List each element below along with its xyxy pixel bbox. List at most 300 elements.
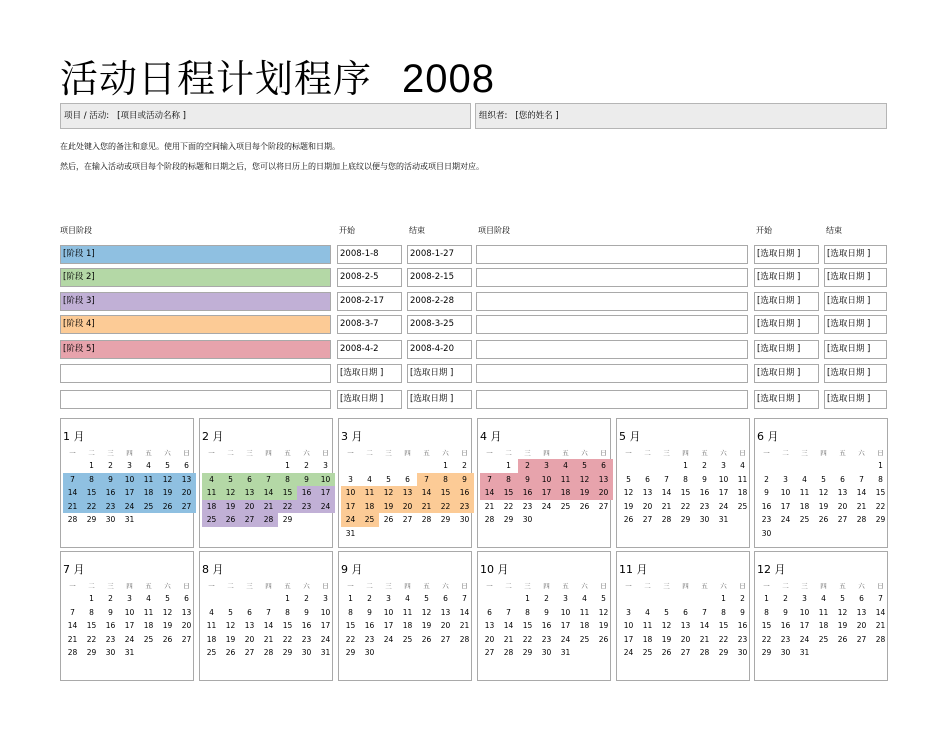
phase-end-field[interactable]: 2008-2-15	[407, 268, 472, 287]
calendar-day[interactable]: 11	[143, 607, 154, 617]
calendar-day[interactable]: 13	[484, 621, 495, 630]
phase-end-field[interactable]: [选取日期 ]	[824, 292, 887, 311]
calendar-day[interactable]: 10	[623, 621, 634, 630]
calendar-day[interactable]: 8	[683, 474, 688, 484]
calendar-day[interactable]: 20	[240, 500, 259, 514]
calendar-day[interactable]: 25	[818, 634, 829, 644]
calendar-day[interactable]: 4	[556, 459, 575, 473]
phase-end-field[interactable]: [选取日期 ]	[824, 364, 887, 383]
calendar-day[interactable]: 22	[503, 501, 514, 511]
calendar-day[interactable]: 15	[680, 488, 691, 497]
calendar-day[interactable]: 4	[367, 474, 372, 484]
calendar-day[interactable]: 24	[316, 500, 335, 514]
calendar-day[interactable]: 22	[522, 634, 533, 644]
calendar-day[interactable]: 28	[421, 515, 432, 524]
phase-end-field[interactable]: 2008-2-28	[407, 292, 472, 311]
calendar-day[interactable]: 10	[120, 473, 139, 487]
calendar-day[interactable]: 1	[89, 594, 94, 603]
calendar-day[interactable]: 11	[642, 621, 653, 630]
calendar-day[interactable]: 29	[522, 648, 533, 657]
calendar-day[interactable]: 14	[661, 488, 672, 497]
calendar-day[interactable]: 22	[875, 501, 886, 511]
calendar-day[interactable]: 29	[86, 515, 97, 524]
calendar-day[interactable]: 15	[345, 621, 356, 630]
calendar-day[interactable]: 30	[737, 648, 748, 657]
calendar-day[interactable]: 18	[579, 621, 590, 630]
calendar-day[interactable]: 17	[124, 621, 135, 630]
calendar-day[interactable]: 3	[802, 594, 807, 603]
calendar-day[interactable]: 12	[623, 488, 634, 497]
calendar-day[interactable]: 11	[737, 474, 748, 484]
calendar-day[interactable]: 15	[761, 621, 772, 630]
calendar-day[interactable]: 12	[225, 621, 236, 630]
calendar-day[interactable]: 1	[764, 594, 769, 603]
calendar-day[interactable]: 7	[462, 594, 467, 603]
calendar-day[interactable]: 23	[541, 634, 552, 644]
calendar-day[interactable]: 26	[158, 500, 177, 514]
calendar-day[interactable]: 6	[184, 461, 189, 470]
calendar-day[interactable]: 3	[348, 474, 353, 484]
phase-name-field[interactable]: [阶段 2]	[60, 268, 331, 287]
calendar-day[interactable]: 25	[139, 500, 158, 514]
calendar-day[interactable]: 8	[525, 607, 530, 617]
calendar-day[interactable]: 12	[158, 473, 177, 487]
calendar-day[interactable]: 12	[818, 488, 829, 497]
calendar-day[interactable]: 17	[316, 486, 335, 500]
phase-name-field[interactable]	[476, 315, 748, 334]
calendar-day[interactable]: 7	[664, 474, 669, 484]
calendar-day[interactable]: 2	[367, 594, 372, 603]
calendar-day[interactable]: 20	[837, 501, 848, 511]
calendar-day[interactable]: 12	[837, 607, 848, 617]
calendar-day[interactable]: 28	[263, 648, 274, 657]
calendar-day[interactable]: 16	[541, 621, 552, 630]
calendar-day[interactable]: 26	[162, 634, 173, 644]
calendar-day[interactable]: 15	[718, 621, 729, 630]
calendar-day[interactable]: 9	[304, 607, 309, 617]
calendar-day[interactable]: 12	[598, 607, 609, 617]
calendar-day[interactable]: 3	[537, 459, 556, 473]
calendar-day[interactable]: 18	[360, 500, 379, 514]
calendar-day[interactable]: 21	[503, 634, 514, 644]
calendar-day[interactable]: 4	[146, 461, 151, 470]
calendar-day[interactable]: 29	[282, 515, 293, 524]
calendar-day[interactable]: 21	[417, 500, 436, 514]
phase-end-field[interactable]: 2008-1-27	[407, 245, 472, 264]
calendar-day[interactable]: 30	[105, 648, 116, 657]
calendar-day[interactable]: 17	[383, 621, 394, 630]
calendar-day[interactable]: 30	[459, 515, 470, 524]
calendar-day[interactable]: 29	[282, 648, 293, 657]
phase-name-field[interactable]	[476, 292, 748, 311]
phase-start-field[interactable]: 2008-3-7	[337, 315, 402, 334]
calendar-day[interactable]: 22	[345, 634, 356, 644]
calendar-day[interactable]: 13	[440, 607, 451, 617]
phase-name-field[interactable]	[476, 268, 748, 287]
calendar-day[interactable]: 27	[244, 648, 255, 657]
calendar-day[interactable]: 23	[522, 501, 533, 511]
calendar-day[interactable]: 13	[594, 473, 613, 487]
calendar-day[interactable]: 24	[383, 634, 394, 644]
phase-start-field[interactable]: [选取日期 ]	[754, 315, 819, 334]
calendar-day[interactable]: 1	[878, 461, 883, 470]
calendar-day[interactable]: 9	[297, 473, 316, 487]
calendar-day[interactable]: 15	[499, 486, 518, 500]
phase-name-field[interactable]	[476, 364, 748, 383]
calendar-day[interactable]: 25	[737, 501, 748, 511]
project-value[interactable]: [项目或活动名称 ]	[117, 111, 186, 121]
calendar-day[interactable]: 17	[799, 621, 810, 630]
calendar-day[interactable]: 28	[875, 634, 886, 644]
calendar-day[interactable]: 5	[664, 607, 669, 617]
calendar-day[interactable]: 27	[181, 634, 192, 644]
phase-start-field[interactable]: [选取日期 ]	[754, 364, 819, 383]
calendar-day[interactable]: 1	[89, 461, 94, 470]
calendar-day[interactable]: 11	[799, 488, 810, 497]
calendar-day[interactable]: 29	[875, 515, 886, 524]
calendar-day[interactable]: 26	[383, 515, 394, 524]
calendar-day[interactable]: 8	[285, 607, 290, 617]
phase-start-field[interactable]: [选取日期 ]	[337, 364, 402, 383]
calendar-day[interactable]: 19	[598, 621, 609, 630]
calendar-day[interactable]: 14	[480, 486, 499, 500]
calendar-day[interactable]: 26	[818, 515, 829, 524]
calendar-day[interactable]: 23	[699, 501, 710, 511]
calendar-day[interactable]: 24	[780, 515, 791, 524]
calendar-day[interactable]: 21	[875, 621, 886, 630]
calendar-day[interactable]: 21	[699, 634, 710, 644]
calendar-day[interactable]: 10	[341, 486, 360, 500]
calendar-day[interactable]: 28	[67, 648, 78, 657]
calendar-day[interactable]: 19	[379, 500, 398, 514]
calendar-day[interactable]: 10	[718, 474, 729, 484]
calendar-day[interactable]: 27	[484, 648, 495, 657]
phase-end-field[interactable]: [选取日期 ]	[824, 315, 887, 334]
calendar-day[interactable]: 26	[598, 634, 609, 644]
calendar-day[interactable]: 14	[417, 486, 436, 500]
calendar-day[interactable]: 14	[856, 488, 867, 497]
calendar-day[interactable]: 14	[263, 621, 274, 630]
calendar-day[interactable]: 18	[737, 488, 748, 497]
calendar-day[interactable]: 22	[718, 634, 729, 644]
phase-end-field[interactable]: [选取日期 ]	[407, 364, 472, 383]
calendar-day[interactable]: 9	[783, 607, 788, 617]
calendar-day[interactable]: 19	[623, 501, 634, 511]
calendar-day[interactable]: 15	[86, 621, 97, 630]
calendar-day[interactable]: 31	[799, 648, 810, 657]
calendar-day[interactable]: 31	[718, 515, 729, 524]
calendar-day[interactable]: 30	[105, 515, 116, 524]
calendar-day[interactable]: 18	[206, 634, 217, 644]
phase-name-field[interactable]	[60, 364, 331, 383]
phase-name-field[interactable]: [阶段 5]	[60, 340, 331, 359]
calendar-day[interactable]: 5	[840, 594, 845, 603]
calendar-day[interactable]: 18	[799, 501, 810, 511]
calendar-day[interactable]: 7	[878, 594, 883, 603]
organizer-value[interactable]: [您的姓名 ]	[515, 111, 559, 121]
calendar-day[interactable]: 3	[626, 607, 631, 617]
calendar-day[interactable]: 4	[146, 594, 151, 603]
calendar-day[interactable]: 2	[462, 461, 467, 470]
calendar-day[interactable]: 27	[440, 634, 451, 644]
calendar-day[interactable]: 26	[661, 648, 672, 657]
calendar-day[interactable]: 17	[560, 621, 571, 630]
phase-name-field[interactable]: [阶段 1]	[60, 245, 331, 264]
calendar-day[interactable]: 25	[799, 515, 810, 524]
calendar-day[interactable]: 21	[661, 501, 672, 511]
calendar-day[interactable]: 26	[225, 648, 236, 657]
calendar-day[interactable]: 25	[579, 634, 590, 644]
calendar-day[interactable]: 1	[721, 594, 726, 603]
calendar-day[interactable]: 20	[856, 621, 867, 630]
calendar-day[interactable]: 4	[202, 473, 221, 487]
calendar-day[interactable]: 24	[320, 634, 331, 644]
calendar-day[interactable]: 30	[780, 648, 791, 657]
calendar-day[interactable]: 7	[63, 473, 82, 487]
calendar-day[interactable]: 27	[240, 513, 259, 527]
calendar-day[interactable]: 28	[459, 634, 470, 644]
phase-start-field[interactable]: [选取日期 ]	[754, 268, 819, 287]
calendar-day[interactable]: 1	[683, 461, 688, 470]
calendar-day[interactable]: 4	[740, 461, 745, 470]
calendar-day[interactable]: 16	[105, 621, 116, 630]
calendar-day[interactable]: 18	[143, 621, 154, 630]
calendar-day[interactable]: 21	[67, 634, 78, 644]
calendar-day[interactable]: 28	[856, 515, 867, 524]
phase-start-field[interactable]: [选取日期 ]	[337, 390, 402, 409]
calendar-day[interactable]: 6	[487, 607, 492, 617]
calendar-day[interactable]: 28	[699, 648, 710, 657]
phase-start-field[interactable]: [选取日期 ]	[754, 292, 819, 311]
calendar-day[interactable]: 13	[244, 621, 255, 630]
calendar-day[interactable]: 11	[202, 486, 221, 500]
calendar-day[interactable]: 2	[544, 594, 549, 603]
calendar-day[interactable]: 17	[718, 488, 729, 497]
calendar-day[interactable]: 11	[556, 473, 575, 487]
phase-name-field[interactable]	[476, 390, 748, 409]
calendar-day[interactable]: 5	[165, 461, 170, 470]
calendar-day[interactable]: 23	[301, 634, 312, 644]
calendar-day[interactable]: 4	[821, 594, 826, 603]
calendar-day[interactable]: 27	[837, 515, 848, 524]
calendar-day[interactable]: 15	[875, 488, 886, 497]
calendar-day[interactable]: 16	[699, 488, 710, 497]
calendar-day[interactable]: 12	[575, 473, 594, 487]
calendar-day[interactable]: 17	[341, 500, 360, 514]
calendar-day[interactable]: 16	[101, 486, 120, 500]
calendar-day[interactable]: 6	[443, 594, 448, 603]
calendar-day[interactable]: 11	[360, 486, 379, 500]
phase-name-field[interactable]: [阶段 3]	[60, 292, 331, 311]
calendar-day[interactable]: 29	[680, 515, 691, 524]
calendar-day[interactable]: 1	[285, 461, 290, 470]
phase-start-field[interactable]: 2008-2-5	[337, 268, 402, 287]
organizer-field[interactable]	[475, 103, 887, 129]
calendar-day[interactable]: 27	[642, 515, 653, 524]
calendar-day[interactable]: 11	[139, 473, 158, 487]
calendar-day[interactable]: 30	[364, 648, 375, 657]
calendar-day[interactable]: 16	[301, 621, 312, 630]
calendar-day[interactable]: 15	[522, 621, 533, 630]
calendar-day[interactable]: 19	[575, 486, 594, 500]
calendar-day[interactable]: 16	[297, 486, 316, 500]
calendar-day[interactable]: 29	[503, 515, 514, 524]
phase-start-field[interactable]: 2008-2-17	[337, 292, 402, 311]
calendar-day[interactable]: 24	[341, 513, 360, 527]
calendar-day[interactable]: 19	[837, 621, 848, 630]
calendar-day[interactable]: 26	[623, 515, 634, 524]
calendar-day[interactable]: 18	[642, 634, 653, 644]
calendar-day[interactable]: 14	[459, 607, 470, 617]
calendar-day[interactable]: 23	[737, 634, 748, 644]
calendar-day[interactable]: 16	[780, 621, 791, 630]
calendar-day[interactable]: 1	[285, 594, 290, 603]
calendar-day[interactable]: 19	[162, 621, 173, 630]
calendar-day[interactable]: 19	[421, 621, 432, 630]
calendar-day[interactable]: 20	[398, 500, 417, 514]
calendar-day[interactable]: 21	[459, 621, 470, 630]
calendar-day[interactable]: 17	[120, 486, 139, 500]
phase-end-field[interactable]: 2008-4-20	[407, 340, 472, 359]
calendar-day[interactable]: 29	[86, 648, 97, 657]
calendar-day[interactable]: 3	[323, 461, 328, 470]
calendar-day[interactable]: 19	[818, 501, 829, 511]
calendar-day[interactable]: 6	[683, 607, 688, 617]
phase-start-field[interactable]: [选取日期 ]	[754, 390, 819, 409]
calendar-day[interactable]: 12	[661, 621, 672, 630]
calendar-day[interactable]: 23	[105, 634, 116, 644]
calendar-day[interactable]: 20	[177, 486, 196, 500]
calendar-day[interactable]: 22	[282, 634, 293, 644]
calendar-day[interactable]: 17	[320, 621, 331, 630]
calendar-day[interactable]: 30	[699, 515, 710, 524]
calendar-day[interactable]: 18	[556, 486, 575, 500]
calendar-day[interactable]: 25	[360, 513, 379, 527]
calendar-day[interactable]: 10	[124, 607, 135, 617]
calendar-day[interactable]: 27	[402, 515, 413, 524]
calendar-day[interactable]: 5	[165, 594, 170, 603]
calendar-day[interactable]: 6	[840, 474, 845, 484]
calendar-day[interactable]: 2	[304, 461, 309, 470]
calendar-day[interactable]: 10	[537, 473, 556, 487]
calendar-day[interactable]: 20	[594, 486, 613, 500]
calendar-day[interactable]: 9	[108, 607, 113, 617]
calendar-day[interactable]: 10	[780, 488, 791, 497]
calendar-day[interactable]: 28	[484, 515, 495, 524]
calendar-day[interactable]: 15	[82, 486, 101, 500]
calendar-day[interactable]: 26	[221, 513, 240, 527]
calendar-day[interactable]: 21	[259, 500, 278, 514]
calendar-day[interactable]: 13	[837, 488, 848, 497]
calendar-day[interactable]: 7	[70, 607, 75, 617]
calendar-day[interactable]: 13	[240, 486, 259, 500]
calendar-day[interactable]: 27	[598, 501, 609, 511]
calendar-day[interactable]: 14	[259, 486, 278, 500]
calendar-day[interactable]: 14	[875, 607, 886, 617]
calendar-day[interactable]: 31	[124, 515, 135, 524]
calendar-day[interactable]: 8	[764, 607, 769, 617]
calendar-day[interactable]: 21	[856, 501, 867, 511]
calendar-day[interactable]: 5	[424, 594, 429, 603]
phase-end-field[interactable]: 2008-3-25	[407, 315, 472, 334]
calendar-day[interactable]: 10	[316, 473, 335, 487]
calendar-day[interactable]: 24	[623, 648, 634, 657]
calendar-day[interactable]: 14	[699, 621, 710, 630]
phase-start-field[interactable]: 2008-4-2	[337, 340, 402, 359]
calendar-day[interactable]: 28	[503, 648, 514, 657]
calendar-day[interactable]: 3	[783, 474, 788, 484]
calendar-day[interactable]: 5	[575, 459, 594, 473]
calendar-day[interactable]: 8	[82, 473, 101, 487]
calendar-day[interactable]: 1	[348, 594, 353, 603]
calendar-day[interactable]: 3	[323, 594, 328, 603]
calendar-day[interactable]: 25	[402, 634, 413, 644]
calendar-day[interactable]: 17	[780, 501, 791, 511]
calendar-day[interactable]: 20	[484, 634, 495, 644]
calendar-day[interactable]: 3	[127, 594, 132, 603]
phase-name-field[interactable]	[60, 390, 331, 409]
calendar-day[interactable]: 23	[455, 500, 474, 514]
calendar-day[interactable]: 8	[89, 607, 94, 617]
calendar-day[interactable]: 5	[821, 474, 826, 484]
calendar-day[interactable]: 22	[680, 501, 691, 511]
calendar-day[interactable]: 22	[82, 500, 101, 514]
calendar-day[interactable]: 11	[579, 607, 590, 617]
calendar-day[interactable]: 8	[499, 473, 518, 487]
calendar-day[interactable]: 26	[579, 501, 590, 511]
calendar-day[interactable]: 24	[124, 634, 135, 644]
calendar-day[interactable]: 27	[856, 634, 867, 644]
calendar-day[interactable]: 24	[799, 634, 810, 644]
calendar-day[interactable]: 4	[405, 594, 410, 603]
calendar-day[interactable]: 15	[282, 621, 293, 630]
calendar-day[interactable]: 31	[124, 648, 135, 657]
calendar-day[interactable]: 14	[63, 486, 82, 500]
calendar-day[interactable]: 29	[761, 648, 772, 657]
calendar-day[interactable]: 7	[702, 607, 707, 617]
calendar-day[interactable]: 27	[680, 648, 691, 657]
phase-start-field[interactable]: [选取日期 ]	[754, 245, 819, 264]
calendar-day[interactable]: 2	[740, 594, 745, 603]
calendar-day[interactable]: 22	[86, 634, 97, 644]
calendar-day[interactable]: 16	[518, 486, 537, 500]
calendar-day[interactable]: 13	[642, 488, 653, 497]
calendar-day[interactable]: 29	[718, 648, 729, 657]
calendar-day[interactable]: 4	[645, 607, 650, 617]
calendar-day[interactable]: 12	[221, 486, 240, 500]
calendar-day[interactable]: 9	[544, 607, 549, 617]
calendar-day[interactable]: 24	[560, 634, 571, 644]
calendar-day[interactable]: 5	[221, 473, 240, 487]
calendar-day[interactable]: 9	[764, 488, 769, 497]
calendar-day[interactable]: 9	[101, 473, 120, 487]
calendar-day[interactable]: 2	[702, 461, 707, 470]
phase-end-field[interactable]: [选取日期 ]	[824, 268, 887, 287]
calendar-day[interactable]: 14	[67, 621, 78, 630]
calendar-day[interactable]: 9	[518, 473, 537, 487]
calendar-day[interactable]: 12	[379, 486, 398, 500]
calendar-day[interactable]: 16	[737, 621, 748, 630]
phase-end-field[interactable]: [选取日期 ]	[824, 340, 887, 359]
calendar-day[interactable]: 5	[386, 474, 391, 484]
calendar-day[interactable]: 7	[417, 473, 436, 487]
calendar-day[interactable]: 3	[563, 594, 568, 603]
calendar-day[interactable]: 6	[405, 474, 410, 484]
calendar-day[interactable]: 22	[761, 634, 772, 644]
calendar-day[interactable]: 7	[266, 607, 271, 617]
calendar-day[interactable]: 28	[67, 515, 78, 524]
calendar-day[interactable]: 5	[626, 474, 631, 484]
